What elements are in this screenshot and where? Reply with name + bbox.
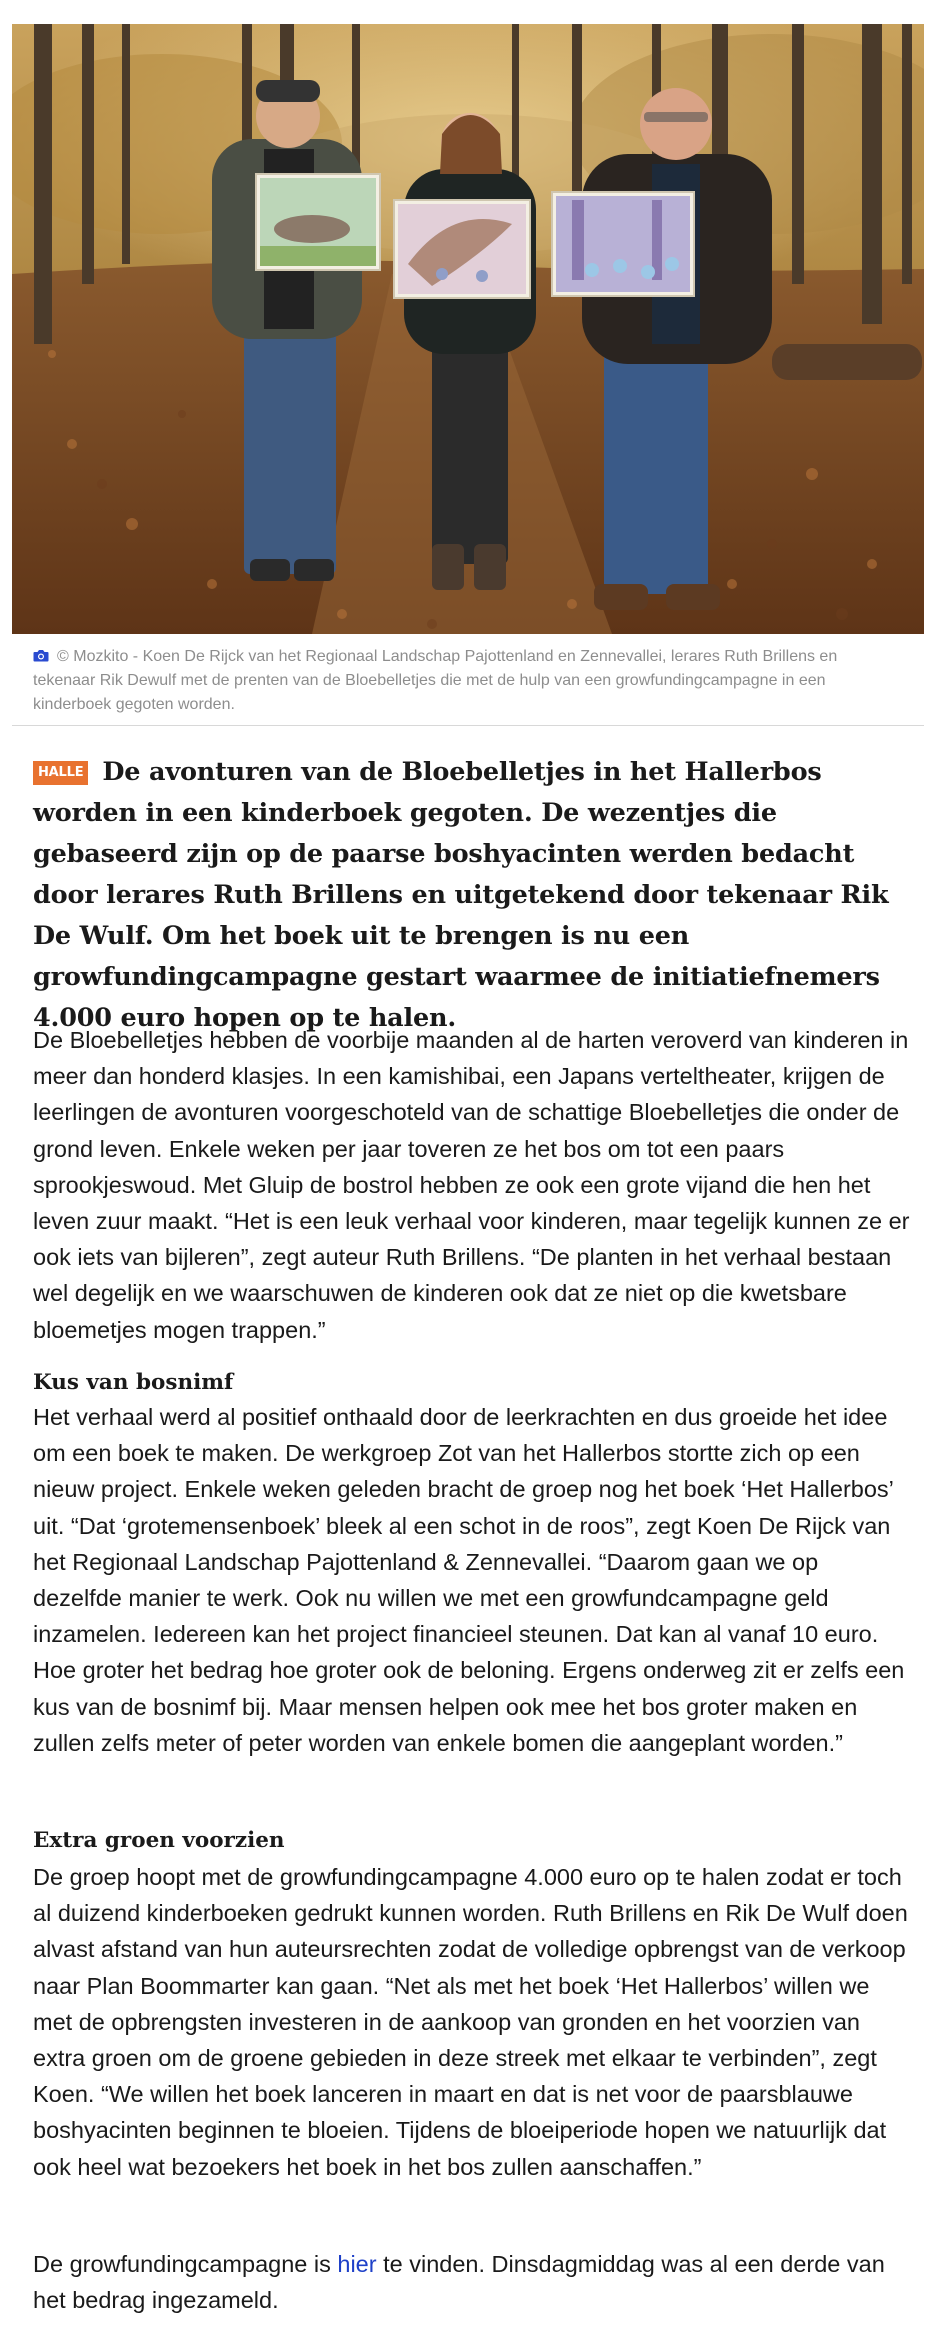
article-photo[interactable]: [12, 24, 924, 634]
lead-text: De avonturen van de Bloebelletjes in het Hallerbos worden in een kinderboek gegoten. De wezentjes die gebaseerd zijn op de paarse boshyacinten werden bedacht door lerares Ruth Brillens en uitgetekend door tekenaar Rik De Wulf. Om het boek uit te brengen is nu een growfundingcampagne gestart waarmee de initiatiefnemers 4.000 euro hopen op te halen.: [33, 757, 889, 1033]
drawing-middle: [394, 200, 530, 298]
paragraph-4-start: De growfundingcampagne is: [33, 2251, 338, 2277]
paragraph-4: [33, 2246, 911, 2318]
growfunding-link[interactable]: hier: [337, 2251, 377, 2277]
paragraph-3: De groep hoopt met de growfundingcampagne 4.000 euro op te halen zodat er toch al duizend kinderboeken gedrukt kunnen worden. Ruth Brillens en Rik De Wulf doen alvast afstand van hun auteursrechten zodat de volledige opbrengst van de verkoop naar Plan Boommarter kan gaan. “Net als met het boek ‘Het Hallerbos’ willen we met de opbrengsten investeren in de aankoop van gronden en het voorzien van extra groen om de groene gebieden in deze streek met elkaar te verbinden”, zegt Koen. “We willen het boek lanceren in maart en dat is net voor de paarsblauwe boshyacinten beginnen te bloeien. Tijdens de bloeiperiode hopen we natuurlijk dat ook heel wat bezoekers het boek in het bos zullen aanschaffen.”: [33, 1864, 908, 2180]
paragraph-2: Het verhaal werd al positief onthaald door de leerkrachten en dus groeide het idee om een boek te maken. De werkgroep Zot van het Hallerbos stortte zich op een nieuw project. Enkele weken geleden bracht de groep nog het boek ‘Het Hallerbos’ uit. “Dat ‘grotemensenboek’ bleek al een schot in de roos”, zegt Koen De Rijck van het Regionaal Landschap Pajottenland & Zennevallei. “Daarom gaan we op dezelfde manier te werk. Ook nu willen we met een growfundcampagne geld inzamelen. Iedereen kan het project financieel steunen. Dat kan al vanaf 10 euro. Hoe groter het bedrag hoe groter ook de beloning. Ergens onderweg zit er zelfs een kus van de bosnimf bij. Maar mensen helpen ook mee het bos groter maken en zullen zelfs meter of peter worden van enkele bomen die aangeplant worden.”: [33, 1404, 905, 1756]
subhead-extra-groen-voorzien: Extra groen voorzien: [33, 1828, 285, 1853]
forest-photo-illustration: [12, 24, 924, 634]
caption-text: © Mozkito - Koen De Rijck van het Regionaal Landschap Pajottenland en Zennevallei, lerares Ruth Brillens en tekenaar Rik Dewulf met de prenten van de Bloebelletjes die met de hulp van een growfundingcampagne in een kinderboek gegoten worden.: [33, 648, 838, 713]
drawing-right: [552, 192, 694, 296]
caption-divider: [12, 725, 924, 726]
subhead-kus-van-bosnimf: Kus van bosnimf: [33, 1370, 234, 1395]
photo-caption: [33, 645, 901, 717]
article-lead: [33, 752, 909, 1039]
paragraph-1: De Bloebelletjes hebben de voorbije maanden al de harten veroverd van kinderen in meer dan honderd klasjes. In een kamishibai, een Japans verteltheater, krijgen de leerlingen de avonturen voorgeschoteld van de schattige Bloebelletjes die onder de grond leven. Enkele weken per jaar toveren ze het bos om tot een paars sprookjeswoud. Met Gluip de bostrol hebben ze ook een grote vijand die hen het leven zuur maakt. “Het is een leuk verhaal voor kinderen, maar tegelijk kunnen ze er ook iets van bijleren”, zegt auteur Ruth Brillens. “De planten in het verhaal bestaan wel degelijk en we waarschuwen de kinderen ook dat ze niet op die kwetsbare bloemetjes mogen trappen.”: [33, 1027, 910, 1343]
drawing-left: [256, 174, 380, 270]
paragraph-4-end: te vinden. Dinsdagmiddag was al een derde van het bedrag ingezameld.: [33, 2251, 885, 2314]
location-badge[interactable]: HALLE: [33, 761, 88, 785]
camera-icon: [33, 649, 49, 662]
